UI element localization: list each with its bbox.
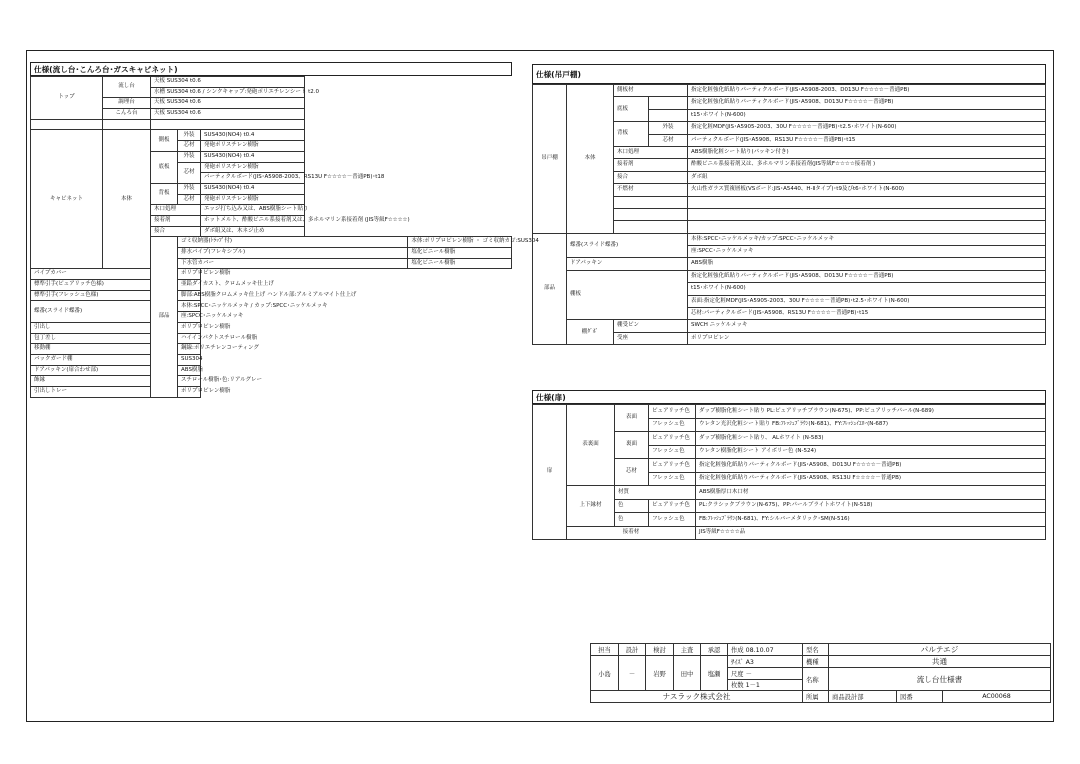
title-block xyxy=(590,643,1051,720)
table-row: フレッシュ色 指定化粧強化紙貼りパーティクルボード(JIS･A5908、RS13U F☆☆☆☆－普通PB) xyxy=(533,472,1046,486)
block-title: 仕様(吊戸棚) xyxy=(532,64,1046,84)
table-row: トップ 流し台 天板 SUS304 t0.6 xyxy=(31,77,512,88)
table-row: 接着剤 ホットメルト、酢酸ビニル系接着剤又は、多ホルマリン系接着剤 (JIS等級F☆☆☆☆) xyxy=(31,215,512,226)
table-row: バックガード棚 SUS304 xyxy=(31,354,512,365)
table-row: 背板 外装 指定化粧MDF(JIS･A5905-2003、30U F☆☆☆☆－普通PB)･t2.5･ホワイト(N-600) xyxy=(533,122,1046,134)
table-row: 芯材 ピュアリッチ色 指定化粧強化紙貼りパーティクルボード(JIS･A5908、D013U F☆☆☆☆－普通PB) xyxy=(533,459,1046,473)
spec-block-wall-cabinet xyxy=(532,64,1046,345)
table-row: 不燃材 火山性ガラス質複層板(VSボード:JIS･A5440、H-Ⅱタイプ)･t9及びt6･ホワイト(N-600) xyxy=(533,184,1046,196)
table-row: 底板 外装 SUS430(NO4) t0.4 xyxy=(31,151,512,162)
table-row: 枚数 1－1 xyxy=(591,679,1051,691)
table-row: 吊戸棚 本体 側板材 指定化粧強化紙貼りパーティクルボード(JIS･A5908-2003、D013U F☆☆☆☆－普通PB) xyxy=(533,85,1046,97)
table-row: 包丁差し ハイインパクトスチロール樹脂 xyxy=(31,333,512,344)
spec-table-door xyxy=(532,404,1046,540)
table-row: 接合 ダボ組又は、木ネジ止め xyxy=(31,226,512,237)
table-row: パイプカバー ポリプロピレン樹脂 xyxy=(31,269,512,280)
table-row: 木口処理 ABS樹脂化粧シート貼り(パッキン付き) xyxy=(533,146,1046,158)
table-row: ドアパッキン(扉合わせ部) ABS樹脂 xyxy=(31,365,512,376)
table-row: 棚板 指定化粧強化紙貼りパーティクルボード(JIS･A5908、D013U F☆☆☆☆－普通PB) xyxy=(533,270,1046,282)
table-row: パーティクルボード(JIS･A5908-2003、RS13U F☆☆☆☆－普通PB)･t18 xyxy=(31,173,512,184)
table-row: 木口処理 エッジ打ち込み又は、ABS樹脂シート貼り xyxy=(31,205,512,216)
table-row: 飾縁 スチロール樹脂･色:リアルグレー xyxy=(31,376,512,387)
table-row: フレッシュ色 ウレタン光沢化粧シート貼り FB:ﾌﾚｯｼｭﾌﾞﾗｳﾝ(N-681)、FY:ﾌﾚｯｼｭｲｴﾛｰ(N-687) xyxy=(533,418,1046,432)
table-row: こんろ台 天板 SUS304 t0.6 xyxy=(31,109,512,120)
table-row: 背板 外装 SUS430(NO4) t0.4 xyxy=(31,183,512,194)
table-row: 引出しトレー ポリプロピレン樹脂 xyxy=(31,386,512,397)
table-row: 部品 蝶番(スライド蝶番) 本体:SPCC･ニッケルメッキ/カップ:SPCC･ニッケルメッキ xyxy=(533,233,1046,245)
table-row: t15･ホワイト(N-600) xyxy=(533,283,1046,295)
table-row: ドアパッキン ABS樹脂 xyxy=(533,258,1046,270)
table-row: 接着剤 酢酸ビニル系接着剤又は、多ホルマリン系接着剤(JIS等級F☆☆☆☆接着剤 ) xyxy=(533,159,1046,171)
table-row: 扉 表裏面 表面 ピュアリッチ色 ダップ樹脂化粧シート貼り PL:ピュアリッチブラウン(N-675)、PP:ピュアリッチパール(N-689) xyxy=(533,405,1046,419)
table-row: 尺度 － 名称 流し台仕様書 xyxy=(591,668,1051,680)
table-row: 座:SPCC･ニッケルメッキ xyxy=(31,312,512,323)
table-row: 裏面 ピュアリッチ色 ダップ樹脂化粧シート貼り、 ALホワイト (N-583) xyxy=(533,432,1046,446)
block-title: 仕様(流し台･こんろ台･ガスキャビネット) xyxy=(30,62,512,76)
table-row: 底板 指定化粧強化紙貼りパーティクルボード(JIS･A5908、D013U F☆☆☆☆－普通PB) xyxy=(533,97,1046,109)
spec-table-wall-cabinet xyxy=(532,84,1046,345)
spec-table-kitchen xyxy=(30,76,539,398)
table-row: ナスラック株式会社 所属 商品設計部 図番 AC00068 xyxy=(591,691,1051,703)
table-row: 表面:指定化粧MDF(JIS･A5905-2003、30U F☆☆☆☆－普通PB)･t2.5･ホワイト(N-600) xyxy=(533,295,1046,307)
table-row: 芯材:パーティクルボード(JIS･A5908、RS13U F☆☆☆☆－普通PB)･t15 xyxy=(533,308,1046,320)
table-row: 移動棚 鋼線:ポリエチレンコーティング xyxy=(31,344,512,355)
spec-block-door xyxy=(532,390,1046,540)
table-row: 色 フレッシュ色 FB:ﾌﾚｯｼｭﾌﾞﾗｳﾝ(N-681)、FY:シルバーメタリック･SM(N-516) xyxy=(533,513,1046,527)
table-row: 受座 ポリプロピレン xyxy=(533,332,1046,344)
table-row: 下水管カバー 塩化ビニール樹脂 xyxy=(31,258,512,269)
table-row: キャビネット 本体 側板 外装 SUS430(NO4) t0.4 xyxy=(31,130,512,141)
spec-block-kitchen xyxy=(30,62,539,398)
table-row: 標準引手(フレッシュ色様) 脚部:ABS樹脂クロムメッキ仕上げ ハンドル部:アルミアルマイト仕上げ xyxy=(31,290,512,301)
table-row: 担当 設計 検討 主査 承認 作成 08.10.07 型名 パルテエジ xyxy=(591,644,1051,656)
table-row: 蝶番(スライド蝶番) 本体:SPCC･ニッケルメッキ / カップ:SPCC･ニッケルメッキ xyxy=(31,301,512,312)
block-title: 仕様(扉) xyxy=(532,390,1046,404)
table-row: t15･ホワイト(N-600) xyxy=(533,109,1046,121)
table-row: 座:SPCC･ニッケルメッキ xyxy=(533,246,1046,258)
table-row: 芯材 発砲ポリスチレン樹脂 xyxy=(31,194,512,205)
table-row: 標準引手(ピュアリッチ色様) 亜鉛ダイカスト、クロムメッキ仕上げ xyxy=(31,280,512,291)
title-block-table xyxy=(590,643,1051,703)
table-row: 芯材 発砲ポリスチレン樹脂 xyxy=(31,141,512,152)
table-row: 色 ピュアリッチ色 PL:クラシックブラウン(N-675)、PP:パールブライトホワイト(N-518) xyxy=(533,499,1046,513)
table-row: 棚ﾀﾞﾎﾞ 棚受ピン SWCH ニッケルメッキ xyxy=(533,320,1046,332)
table-row: 接着材 JIS等級F☆☆☆☆品 xyxy=(533,526,1046,540)
table-row: 部品 ゴミ収納器(ﾄﾗｯﾌﾟ付) 本体:ポリプロピレン樹脂 ・ ゴミ収納カゴ:SUS304 xyxy=(31,237,512,248)
table-row: 排水パイプ(フレキシブル) 塩化ビニール樹脂 xyxy=(31,248,512,259)
table-row: 小島 － 岩野 田中 塩瀬 ｻｲｽﾞ A3 機種 共通 xyxy=(591,656,1051,668)
table-row: 芯材 発砲ポリスチレン樹脂 xyxy=(31,162,512,173)
table-row: 接合 ダボ組 xyxy=(533,171,1046,183)
table-row: 引出し ポリプロピレン樹脂 xyxy=(31,322,512,333)
table-row: 調理台 天板 SUS304 t0.6 xyxy=(31,98,512,109)
table-row: フレッシュ色 ウレタン樹脂化粧シート アイボリー色 (N-524) xyxy=(533,445,1046,459)
table-row xyxy=(31,119,512,130)
table-row: 上下縁材 材質 ABS樹脂厚口木口材 xyxy=(533,486,1046,500)
table-row: 芯材 パーティクルボード(JIS･A5908、RS13U F☆☆☆☆－普通PB)･t15 xyxy=(533,134,1046,146)
table-row: 水槽 SUS304 t0.6 / シンクキャップ:発砲ポリエチレンシート t2.0 xyxy=(31,87,512,98)
